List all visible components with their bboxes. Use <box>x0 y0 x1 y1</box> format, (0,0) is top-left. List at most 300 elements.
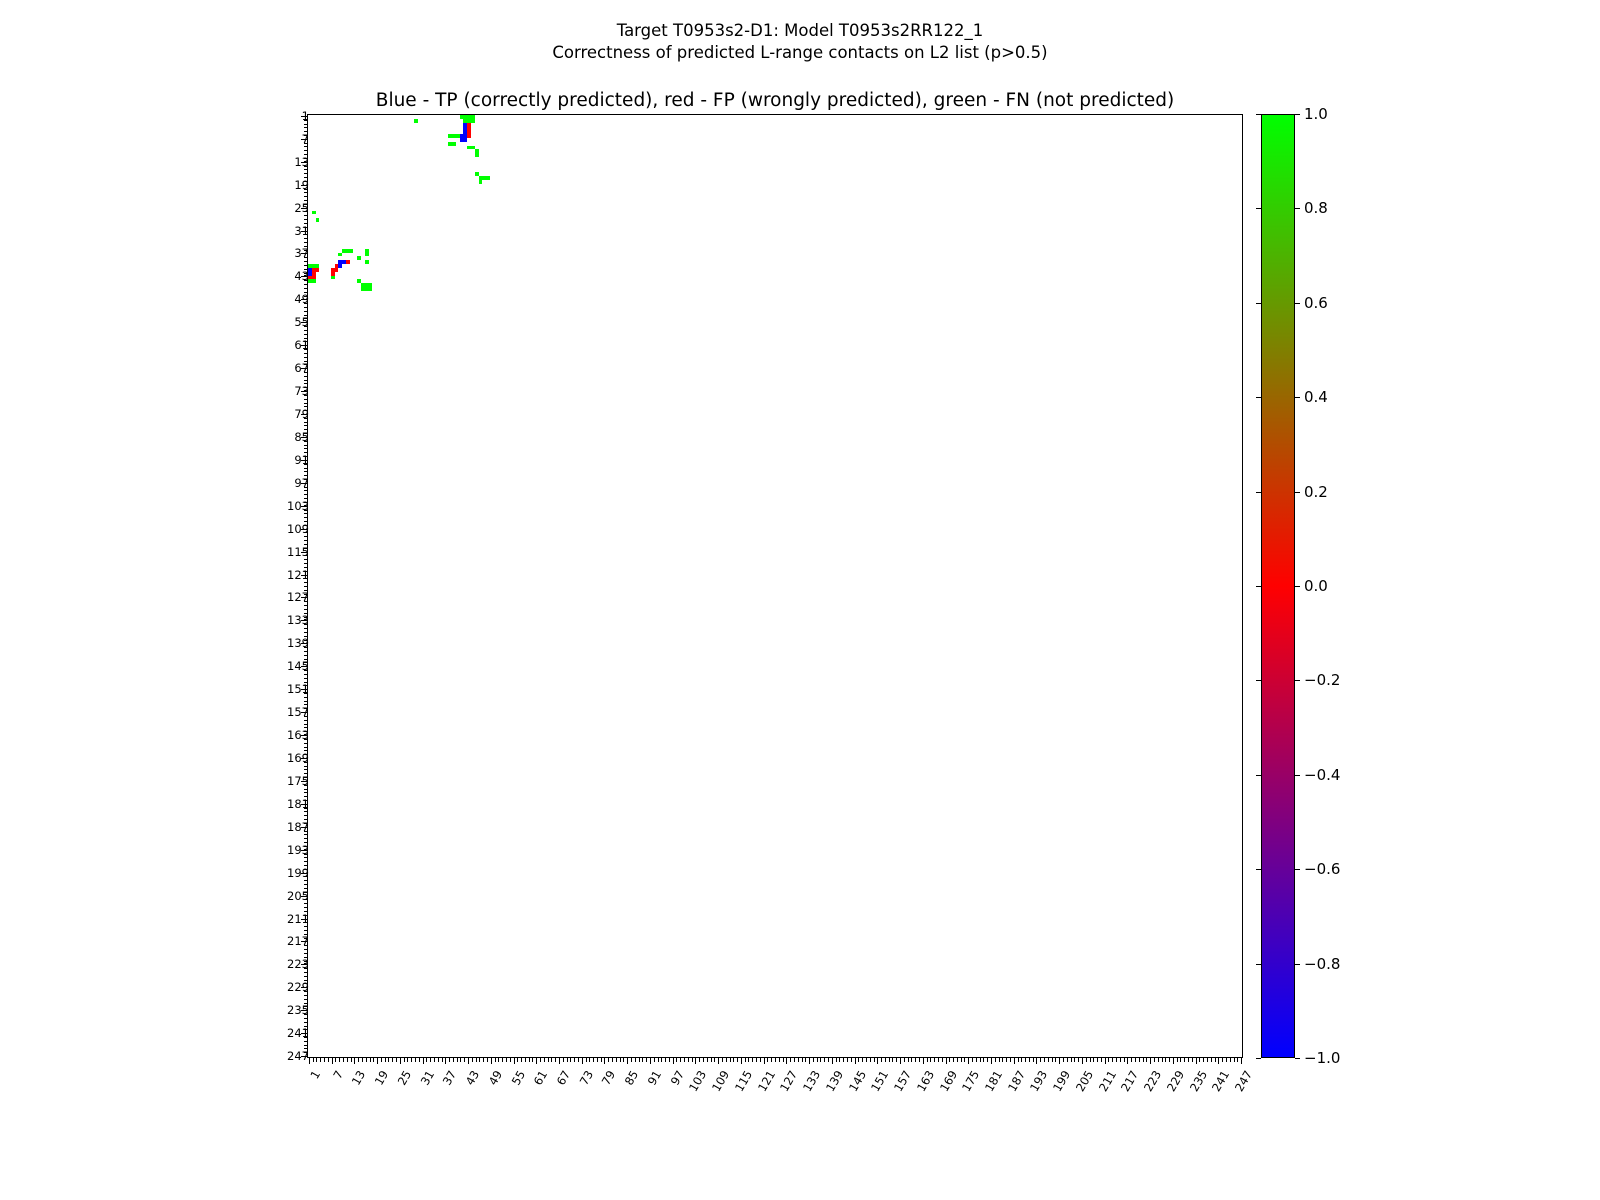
y-tick-label: 187 <box>287 819 309 834</box>
x-tick-minor <box>1158 1058 1159 1062</box>
x-tick-minor <box>396 1058 397 1062</box>
y-tick-label: 139 <box>287 636 309 651</box>
x-tick-minor <box>316 1058 317 1062</box>
x-tick-minor <box>646 1058 647 1062</box>
x-tick-major <box>855 1058 856 1064</box>
x-tick-major <box>1082 1058 1083 1064</box>
x-tick-major <box>764 1058 765 1064</box>
x-tick-label: 79 <box>599 1068 619 1088</box>
colorbar-tick-label: −0.2 <box>1304 671 1341 690</box>
x-tick-minor <box>1180 1058 1181 1062</box>
x-tick-minor <box>654 1058 655 1062</box>
x-tick-minor <box>692 1058 693 1062</box>
y-tick-label: 43 <box>294 269 309 284</box>
colorbar-tick-inner <box>1256 680 1261 681</box>
x-tick-minor <box>714 1058 715 1062</box>
x-tick-minor <box>684 1058 685 1062</box>
x-tick-minor <box>851 1058 852 1062</box>
x-tick-label: 109 <box>709 1068 733 1095</box>
y-tick-label: 229 <box>287 980 309 995</box>
y-tick-minor <box>304 769 308 770</box>
y-tick-minor <box>304 1022 308 1023</box>
y-tick-label: 19 <box>294 177 309 192</box>
x-tick-minor <box>938 1058 939 1062</box>
x-tick-major <box>832 1058 833 1064</box>
x-tick-minor <box>1067 1058 1068 1062</box>
x-tick-label: 31 <box>417 1068 437 1088</box>
x-tick-label: 61 <box>530 1068 551 1088</box>
y-tick-label: 79 <box>294 407 309 422</box>
x-tick-minor <box>589 1058 590 1062</box>
y-tick-minor <box>304 353 308 354</box>
y-tick-minor <box>304 238 308 239</box>
x-tick-minor <box>351 1058 352 1062</box>
x-tick-minor <box>930 1058 931 1062</box>
x-tick-minor <box>1124 1058 1125 1062</box>
x-tick-major <box>468 1058 469 1064</box>
x-tick-minor <box>1025 1058 1026 1062</box>
y-tick-minor <box>304 815 308 816</box>
x-tick-label: 67 <box>553 1068 574 1088</box>
x-tick-major <box>377 1058 378 1064</box>
x-tick-minor <box>1162 1058 1163 1062</box>
y-tick-label: 127 <box>287 590 309 605</box>
y-tick-minor <box>304 192 308 193</box>
x-tick-minor <box>392 1058 393 1062</box>
x-tick-minor <box>957 1058 958 1062</box>
x-tick-minor <box>919 1058 920 1062</box>
contact-cell <box>452 142 456 146</box>
y-tick-label: 49 <box>294 292 309 307</box>
x-tick-label: 139 <box>822 1068 846 1095</box>
x-tick-minor <box>896 1058 897 1062</box>
x-tick-minor <box>669 1058 670 1062</box>
y-tick-minor <box>304 559 308 560</box>
x-tick-minor <box>688 1058 689 1062</box>
x-tick-minor <box>1044 1058 1045 1062</box>
x-tick-minor <box>839 1058 840 1062</box>
x-tick-minor <box>858 1058 859 1062</box>
y-tick-label: 85 <box>294 429 309 444</box>
x-tick-label: 91 <box>644 1068 665 1088</box>
y-tick-minor <box>304 811 308 812</box>
colorbar-tick-inner <box>1256 775 1261 776</box>
x-tick-label: 247 <box>1232 1068 1256 1095</box>
colorbar-tick-inner <box>1256 869 1261 870</box>
x-tick-minor <box>521 1058 522 1062</box>
x-tick-minor <box>892 1058 893 1062</box>
y-tick-minor <box>304 494 308 495</box>
x-tick-minor <box>927 1058 928 1062</box>
x-tick-major <box>673 1058 674 1064</box>
x-tick-label: 151 <box>868 1068 892 1095</box>
x-tick-minor <box>370 1058 371 1062</box>
x-tick-minor <box>388 1058 389 1062</box>
contact-cell <box>316 268 320 272</box>
x-tick-minor <box>623 1058 624 1062</box>
y-tick-minor <box>304 563 308 564</box>
x-tick-minor <box>885 1058 886 1062</box>
x-tick-minor <box>711 1058 712 1062</box>
x-tick-minor <box>794 1058 795 1062</box>
y-tick-minor <box>304 674 308 675</box>
colorbar-tick-inner <box>1256 114 1261 115</box>
colorbar-tick-inner <box>1256 586 1261 587</box>
y-tick-minor <box>304 403 308 404</box>
x-tick-major <box>1241 1058 1242 1064</box>
x-tick-major <box>650 1058 651 1064</box>
x-tick-minor <box>908 1058 909 1062</box>
x-tick-minor <box>464 1058 465 1062</box>
x-tick-major <box>627 1058 628 1064</box>
x-tick-minor <box>335 1058 336 1062</box>
figure-title-line1: Target T0953s2-D1: Model T0953s2RR122_1 <box>616 21 984 40</box>
x-tick-minor <box>1154 1058 1155 1062</box>
y-tick-minor <box>304 861 308 862</box>
y-tick-minor <box>304 949 308 950</box>
y-tick-label: 1 <box>301 108 309 123</box>
x-tick-minor <box>1215 1058 1216 1062</box>
contact-cell <box>331 276 335 280</box>
x-tick-minor <box>874 1058 875 1062</box>
y-tick-minor <box>304 747 308 748</box>
x-tick-label: 97 <box>667 1068 687 1088</box>
x-tick-minor <box>1048 1058 1049 1062</box>
contact-cell <box>471 119 475 123</box>
x-tick-minor <box>631 1058 632 1062</box>
x-tick-minor <box>676 1058 677 1062</box>
x-tick-minor <box>1097 1058 1098 1062</box>
x-tick-minor <box>1177 1058 1178 1062</box>
y-tick-label: 73 <box>294 384 309 399</box>
x-tick-minor <box>517 1058 518 1062</box>
x-tick-minor <box>487 1058 488 1062</box>
x-tick-minor <box>563 1058 564 1062</box>
y-tick-label: 217 <box>287 934 309 949</box>
x-tick-minor <box>730 1058 731 1062</box>
colorbar-tick <box>1295 303 1300 304</box>
x-tick-minor <box>551 1058 552 1062</box>
x-tick-major <box>1150 1058 1151 1064</box>
colorbar-tick-label: 0.8 <box>1304 199 1328 218</box>
x-tick-minor <box>495 1058 496 1062</box>
x-tick-major <box>423 1058 424 1064</box>
x-tick-major <box>968 1058 969 1064</box>
x-tick-minor <box>1071 1058 1072 1062</box>
y-tick-minor <box>304 792 308 793</box>
x-tick-minor <box>658 1058 659 1062</box>
y-tick-label: 151 <box>287 682 309 697</box>
y-tick-minor <box>304 628 308 629</box>
y-tick-label: 199 <box>287 865 309 880</box>
y-tick-minor <box>304 724 308 725</box>
x-tick-minor <box>343 1058 344 1062</box>
x-tick-minor <box>313 1058 314 1062</box>
x-tick-minor <box>889 1058 890 1062</box>
x-tick-minor <box>1090 1058 1091 1062</box>
x-tick-minor <box>328 1058 329 1062</box>
y-tick-minor <box>304 311 308 312</box>
x-tick-minor <box>532 1058 533 1062</box>
contact-cell <box>357 256 361 260</box>
contact-cell <box>316 218 320 222</box>
y-tick-label: 55 <box>294 315 309 330</box>
y-tick-minor <box>304 605 308 606</box>
x-tick-minor <box>976 1058 977 1062</box>
x-tick-minor <box>987 1058 988 1062</box>
x-tick-minor <box>817 1058 818 1062</box>
x-tick-minor <box>1078 1058 1079 1062</box>
y-tick-minor <box>304 536 308 537</box>
x-tick-minor <box>1052 1058 1053 1062</box>
y-tick-minor <box>304 288 308 289</box>
x-tick-label: 145 <box>845 1068 869 1095</box>
x-tick-minor <box>1165 1058 1166 1062</box>
x-tick-minor <box>703 1058 704 1062</box>
x-tick-major <box>923 1058 924 1064</box>
x-tick-minor <box>593 1058 594 1062</box>
x-tick-minor <box>381 1058 382 1062</box>
x-tick-label: 181 <box>982 1068 1006 1095</box>
x-tick-label: 199 <box>1050 1068 1074 1095</box>
x-tick-minor <box>411 1058 412 1062</box>
x-tick-label: 121 <box>754 1068 778 1095</box>
x-tick-minor <box>510 1058 511 1062</box>
x-tick-minor <box>578 1058 579 1062</box>
y-tick-minor <box>304 376 308 377</box>
x-tick-minor <box>836 1058 837 1062</box>
x-tick-minor <box>995 1058 996 1062</box>
x-tick-minor <box>999 1058 1000 1062</box>
x-tick-major <box>1173 1058 1174 1064</box>
figure-title-line2: Correctness of predicted L-range contacts on L2 list (p>0.5) <box>552 43 1048 63</box>
contact-cell <box>369 287 373 291</box>
x-tick-minor <box>476 1058 477 1062</box>
x-tick-minor <box>324 1058 325 1062</box>
x-tick-minor <box>1074 1058 1075 1062</box>
x-tick-minor <box>790 1058 791 1062</box>
colorbar-tick <box>1295 397 1300 398</box>
x-tick-minor <box>1029 1058 1030 1062</box>
x-tick-minor <box>601 1058 602 1062</box>
x-tick-minor <box>434 1058 435 1062</box>
x-tick-minor <box>548 1058 549 1062</box>
y-tick-minor <box>304 720 308 721</box>
axes-title-legend: Blue - TP (correctly predicted), red - FP (wrongly predicted), green - FN (not predicted) <box>375 90 1175 111</box>
y-tick-minor <box>304 261 308 262</box>
y-tick-minor <box>304 468 308 469</box>
x-tick-minor <box>404 1058 405 1062</box>
x-tick-minor <box>1203 1058 1204 1062</box>
x-tick-minor <box>479 1058 480 1062</box>
y-tick-minor <box>304 834 308 835</box>
x-tick-minor <box>961 1058 962 1062</box>
y-tick-minor <box>304 357 308 358</box>
x-tick-minor <box>964 1058 965 1062</box>
x-tick-major <box>946 1058 947 1064</box>
x-tick-minor <box>805 1058 806 1062</box>
x-tick-minor <box>1055 1058 1056 1062</box>
colorbar-tick <box>1295 586 1300 587</box>
y-tick-minor <box>304 651 308 652</box>
x-tick-minor <box>1184 1058 1185 1062</box>
colorbar-tick-inner <box>1256 964 1261 965</box>
x-tick-major <box>809 1058 810 1064</box>
y-tick-label: 211 <box>287 911 309 926</box>
x-tick-major <box>695 1058 696 1064</box>
y-tick-minor <box>304 146 308 147</box>
contact-cell <box>467 134 471 138</box>
contact-cell <box>335 268 339 272</box>
y-tick-label: 223 <box>287 957 309 972</box>
x-tick-minor <box>726 1058 727 1062</box>
y-tick-label: 67 <box>294 361 309 376</box>
y-tick-minor <box>304 697 308 698</box>
y-tick-label: 91 <box>294 452 309 467</box>
y-tick-minor <box>304 789 308 790</box>
x-tick-minor <box>616 1058 617 1062</box>
x-tick-label: 1 <box>307 1068 324 1082</box>
colorbar-tick-label: −0.6 <box>1304 860 1341 879</box>
y-tick-minor <box>304 422 308 423</box>
x-tick-label: 175 <box>959 1068 983 1095</box>
y-tick-minor <box>304 196 308 197</box>
x-tick-minor <box>449 1058 450 1062</box>
x-tick-major <box>582 1058 583 1064</box>
x-tick-major <box>1127 1058 1128 1064</box>
x-tick-minor <box>1010 1058 1011 1062</box>
y-tick-label: 163 <box>287 728 309 743</box>
x-tick-minor <box>972 1058 973 1062</box>
x-tick-minor <box>1116 1058 1117 1062</box>
x-tick-major <box>1196 1058 1197 1064</box>
y-tick-minor <box>304 1018 308 1019</box>
colorbar-tick-label: −1.0 <box>1304 1049 1341 1067</box>
x-tick-minor <box>347 1058 348 1062</box>
x-tick-major <box>1014 1058 1015 1064</box>
x-tick-major <box>718 1058 719 1064</box>
x-tick-minor <box>1131 1058 1132 1062</box>
colorbar-tick <box>1295 680 1300 681</box>
y-tick-minor <box>304 173 308 174</box>
x-tick-minor <box>1021 1058 1022 1062</box>
x-tick-label: 115 <box>731 1068 756 1095</box>
x-tick-label: 133 <box>800 1068 824 1095</box>
x-tick-major <box>559 1058 560 1064</box>
x-tick-minor <box>1143 1058 1144 1062</box>
x-tick-minor <box>1040 1058 1041 1062</box>
colorbar-tick-label: 1.0 <box>1304 105 1328 123</box>
y-tick-minor <box>304 976 308 977</box>
x-tick-major <box>491 1058 492 1064</box>
x-tick-minor <box>760 1058 761 1062</box>
y-tick-label: 247 <box>287 1049 309 1064</box>
y-tick-label: 109 <box>287 521 309 536</box>
x-tick-label: 205 <box>1072 1068 1097 1095</box>
x-tick-minor <box>756 1058 757 1062</box>
x-tick-minor <box>1063 1058 1064 1062</box>
x-tick-minor <box>483 1058 484 1062</box>
x-tick-major <box>445 1058 446 1064</box>
contact-cell <box>350 249 354 253</box>
x-tick-major <box>1105 1058 1106 1064</box>
colorbar-tick-inner <box>1256 303 1261 304</box>
x-tick-label: 169 <box>936 1068 960 1095</box>
y-tick-label: 103 <box>287 498 309 513</box>
y-tick-minor <box>304 150 308 151</box>
x-tick-minor <box>1018 1058 1019 1062</box>
x-tick-major <box>786 1058 787 1064</box>
x-tick-major <box>991 1058 992 1064</box>
x-tick-label: 193 <box>1027 1068 1051 1095</box>
y-tick-minor <box>304 972 308 973</box>
x-tick-minor <box>915 1058 916 1062</box>
x-tick-minor <box>544 1058 545 1062</box>
y-tick-minor <box>304 540 308 541</box>
colorbar-tick-label: 0.6 <box>1304 293 1328 312</box>
x-tick-label: 37 <box>439 1068 460 1088</box>
contact-cell <box>338 253 342 257</box>
contact-cell <box>463 138 467 142</box>
y-tick-minor <box>304 632 308 633</box>
x-tick-label: 7 <box>329 1068 346 1082</box>
x-tick-label: 19 <box>371 1068 392 1088</box>
x-tick-label: 127 <box>777 1068 801 1095</box>
y-tick-minor <box>304 471 308 472</box>
y-tick-minor <box>304 884 308 885</box>
x-tick-minor <box>733 1058 734 1062</box>
x-tick-label: 85 <box>621 1068 642 1088</box>
x-tick-minor <box>783 1058 784 1062</box>
x-tick-minor <box>1211 1058 1212 1062</box>
x-tick-minor <box>373 1058 374 1062</box>
x-tick-label: 49 <box>485 1068 505 1088</box>
x-tick-minor <box>608 1058 609 1062</box>
x-tick-minor <box>843 1058 844 1062</box>
x-tick-minor <box>642 1058 643 1062</box>
contact-cell <box>365 253 369 257</box>
x-tick-minor <box>498 1058 499 1062</box>
x-tick-minor <box>1139 1058 1140 1062</box>
y-tick-label: 235 <box>287 1003 309 1018</box>
contact-cell <box>312 279 316 283</box>
x-tick-minor <box>1135 1058 1136 1062</box>
x-tick-minor <box>904 1058 905 1062</box>
y-tick-minor <box>304 743 308 744</box>
x-tick-minor <box>1192 1058 1193 1062</box>
x-tick-minor <box>934 1058 935 1062</box>
x-tick-minor <box>847 1058 848 1062</box>
contact-map-plot[interactable] <box>307 114 1243 1058</box>
colorbar-tick-label: 0.4 <box>1304 388 1328 407</box>
x-tick-minor <box>407 1058 408 1062</box>
y-tick-label: 169 <box>287 750 309 765</box>
x-tick-minor <box>415 1058 416 1062</box>
x-tick-minor <box>586 1058 587 1062</box>
x-tick-minor <box>870 1058 871 1062</box>
y-tick-minor <box>304 953 308 954</box>
x-tick-minor <box>1093 1058 1094 1062</box>
x-tick-minor <box>828 1058 829 1062</box>
x-tick-minor <box>1086 1058 1087 1062</box>
contact-cell <box>475 153 479 157</box>
y-tick-minor <box>304 838 308 839</box>
y-tick-label: 31 <box>294 223 309 238</box>
y-tick-minor <box>304 880 308 881</box>
y-tick-minor <box>304 284 308 285</box>
contact-cell <box>346 260 350 264</box>
y-tick-minor <box>304 766 308 767</box>
